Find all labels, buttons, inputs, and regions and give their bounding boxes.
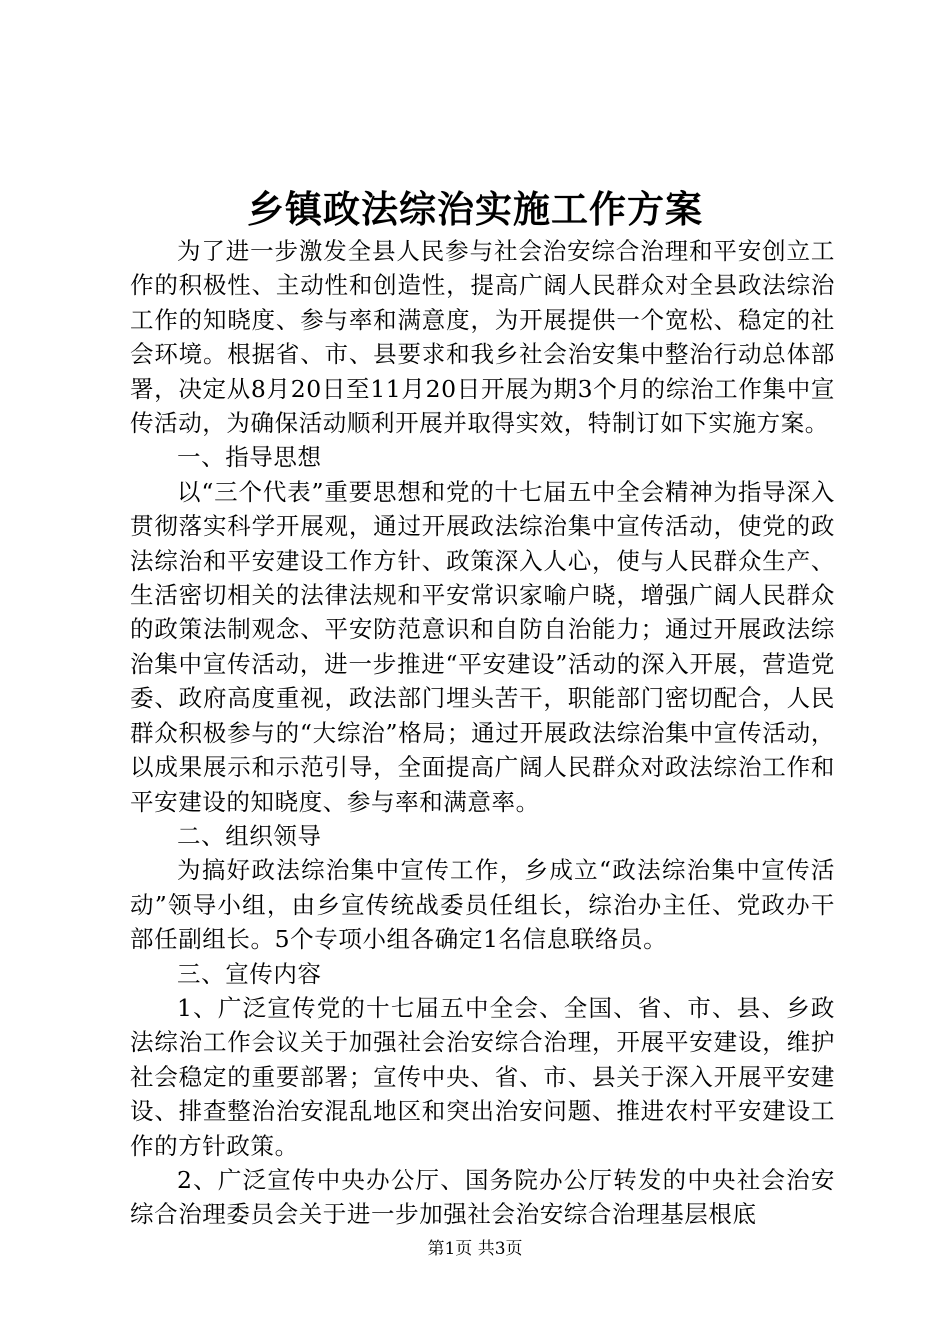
- document-title: 乡镇政法综治实施工作方案: [247, 187, 703, 231]
- section-heading-content: 三、宣传内容: [177, 959, 322, 988]
- section-heading-leadership: 二、组织领导: [177, 821, 322, 850]
- document-body: [130, 234, 835, 1232]
- section-heading-guiding-ideology: 一、指导思想: [177, 443, 322, 472]
- paragraph-intro: 为了进一步激发全县人民参与社会治安综合治理和平安创立工作的积极性、主动性和创造性，提高广阔人民群众对全县政法综治工作的知晓度、参与率和满意度，为开展提供一个宽松、稳定的社会环境。根据省、市、县要求和我乡社会治安集中整治行动总体部署，决定从8月20日至11月20日开展为期3个月的综治工作集中宣传活动，为确保活动顺利开展并取得实效，特制订如下实施方案。: [130, 237, 835, 438]
- paragraph-guiding-ideology: 以“三个代表”重要思想和党的十七届五中全会精神为指导深入贯彻落实科学开展观，通过开展政法综治集中宣传活动，使党的政法综治和平安建设工作方针、政策深入人心，使与人民群众生产、生活密切相关的法律法规和平安常识家喻户晓，增强广阔人民群众的政策法制观念、平安防范意识和自防自治能力；通过开展政法综治集中宣传活动，进一步推进“平安建设”活动的深入开展，营造党委、政府高度重视，政法部门埋头苦干，职能部门密切配合，人民群众积极参与的“大综治”格局；通过开展政法综治集中宣传活动，以成果展示和示范引导，全面提高广阔人民群众对政法综治工作和平安建设的知晓度、参与率和满意率。: [130, 477, 835, 816]
- page-footer: 第1页 共3页: [427, 1239, 523, 1259]
- paragraph-leadership: 为搞好政法综治集中宣传工作，乡成立“政法综治集中宣传活动”领导小组，由乡宣传统战委员任组长，综治办主任、党政办干部任副组长。5个专项小组各确定1名信息联络员。: [130, 856, 835, 954]
- paragraph-content-item-1: 1、广泛宣传党的十七届五中全会、全国、省、市、县、乡政法综治工作会议关于加强社会治安综合治理，开展平安建设，维护社会稳定的重要部署；宣传中央、省、市、县关于深入开展平安建设、排查整治治安混乱地区和突出治安问题、推进农村平安建设工作的方针政策。: [130, 993, 835, 1160]
- paragraph-content-item-2: 2、广泛宣传中央办公厅、国务院办公厅转发的中央社会治安综合治理委员会关于进一步加强社会治安综合治理基层根底: [130, 1165, 835, 1229]
